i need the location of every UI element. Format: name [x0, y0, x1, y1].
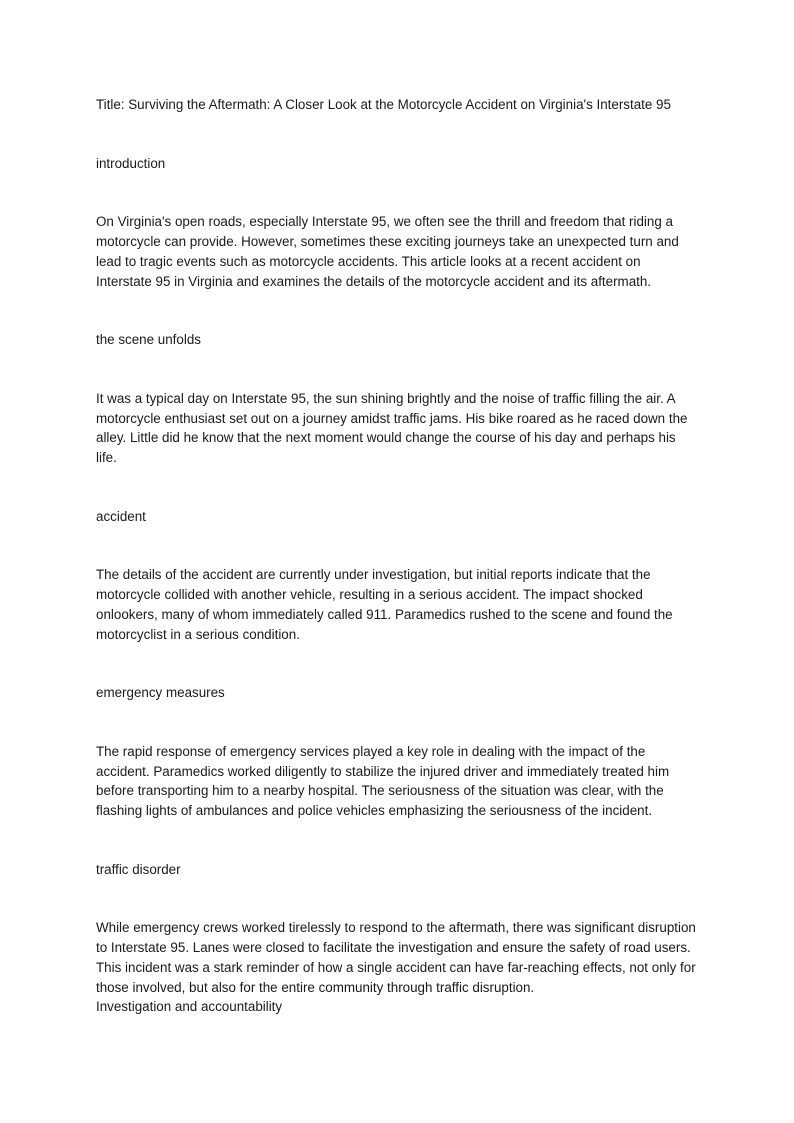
section-heading-introduction: introduction	[96, 155, 166, 171]
section-heading-investigation: Investigation and accountability	[96, 999, 283, 1015]
section-paragraph-accident: The details of the accident are currently under investigation, but initial reports indicate that the motorcycle collided with another vehicle, resulting in a serious accident. The impact shocked onlookers, many of whom immediately called 911. Paramedics rushed to the scene and found the motorcyclist in a serious condition.	[96, 567, 673, 642]
document-page	[96, 95, 696, 1017]
document-title: Title: Surviving the Aftermath: A Closer Look at the Motorcycle Accident on Virginia's Interstate 95	[96, 97, 671, 112]
section-paragraph-emergency-measures: The rapid response of emergency services played a key role in dealing with the impact of the accident. Paramedics worked diligently to stabilize the injured driver and immediately treated him before transporting him to a nearby hospital. The seriousness of the situation was clear, with the flashing lights of ambulances and police vehicles emphasizing the seriousness of the incident.	[96, 743, 670, 819]
section-paragraph-scene-unfolds: It was a typical day on Interstate 95, the sun shining brightly and the noise of traffic filling the air. A motorcycle enthusiast set out on a journey amidst traffic jams. His bike roared as he raced down the alley. Little did he know that the next moment would change the course of his day and perhaps his life.	[96, 390, 688, 466]
section-paragraph-traffic-disorder: While emergency crews worked tirelessly to respond to the aftermath, there was significant disruption to Interstate 95. Lanes were closed to facilitate the investigation and ensure the safety of road users. This incident was a stark reminder of how a single accident can have far-reaching effects, not only for those involved, but also for the entire community through traffic disruption.	[96, 920, 696, 995]
section-heading-scene-unfolds: the scene unfolds	[96, 332, 201, 348]
section-heading-traffic-disorder: traffic disorder	[96, 861, 181, 877]
section-paragraph-introduction: On Virginia's open roads, especially Interstate 95, we often see the thrill and freedom that riding a motorcycle can provide. However, sometimes these exciting journeys take an unexpected turn and lead to tragic events such as motorcycle accidents. This article looks at a recent accident on Interstate 95 in Virginia and examines the details of the motorcycle accident and its aftermath.	[96, 214, 679, 289]
section-heading-accident: accident	[96, 508, 146, 524]
section-heading-emergency-measures: emergency measures	[96, 685, 225, 701]
